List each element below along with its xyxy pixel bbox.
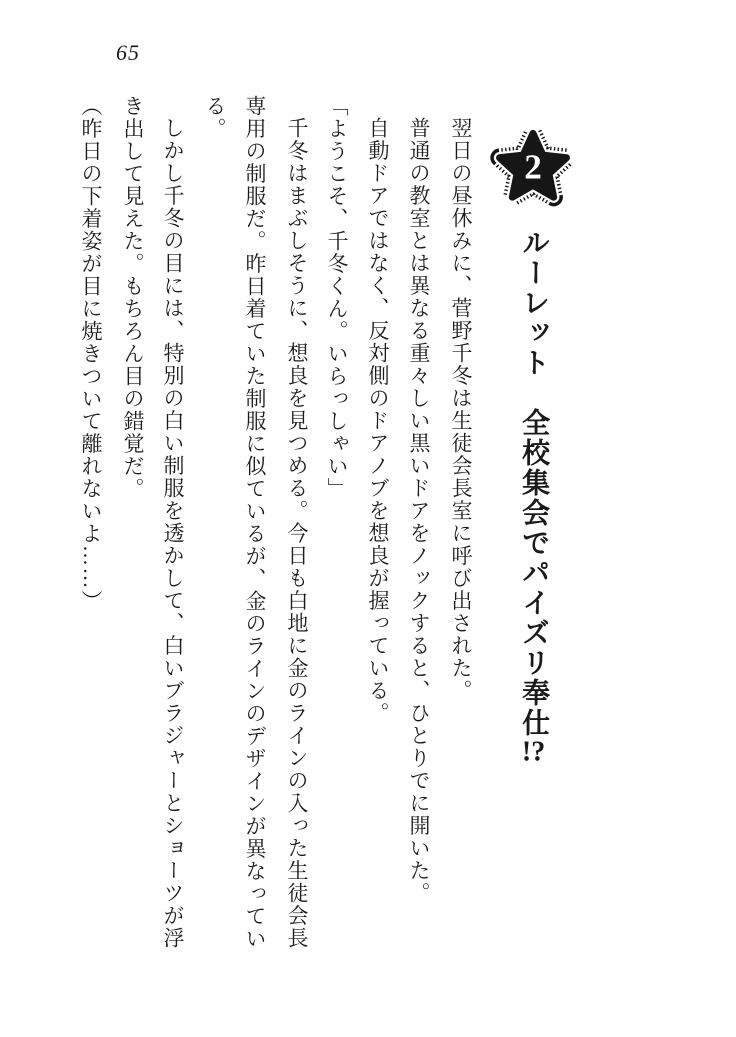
chapter-number: 2 [524, 147, 542, 187]
body-column: 普通の教室とは異なる重々しい黒いドアをノックすると、ひとりでに開いた。 [407, 117, 431, 905]
chapter-title-punct: !? [521, 738, 546, 766]
chapter-title [517, 228, 549, 766]
body-column: （昨日の下着姿が目に焼きついて離れないよ……） [79, 95, 103, 613]
body-column: 専用の制服だ。昨日着ていた制服に似ているが、金のラインのデザインが異なってい [243, 95, 267, 950]
body-column: る。 [203, 95, 227, 140]
page-number: 65 [116, 40, 140, 65]
body-column: き出して見えた。もちろん目の錯覚だ。 [121, 95, 145, 500]
chapter-heading [486, 120, 580, 766]
body-column: 「ようこそ、千冬くん。いらっしゃい」 [325, 95, 349, 500]
body-column: 翌日の昼休みに、菅野千冬は生徒会長室に呼び出された。 [449, 117, 473, 702]
chapter-title-text: ルーレット 全校集会でパイズリ奉仕 [518, 228, 550, 738]
body-column: しかし千冬の目には、特別の白い制服を透かして、白いブラジャーとショーツが浮 [161, 117, 185, 950]
body-column: 千冬はまぶしそうに、想良を見つめる。今日も白地に金のラインの入った生徒会長 [285, 117, 309, 950]
body-column: 自動ドアではなく、反対側のドアノブを想良が握っている。 [366, 117, 390, 725]
star-icon [489, 120, 577, 212]
